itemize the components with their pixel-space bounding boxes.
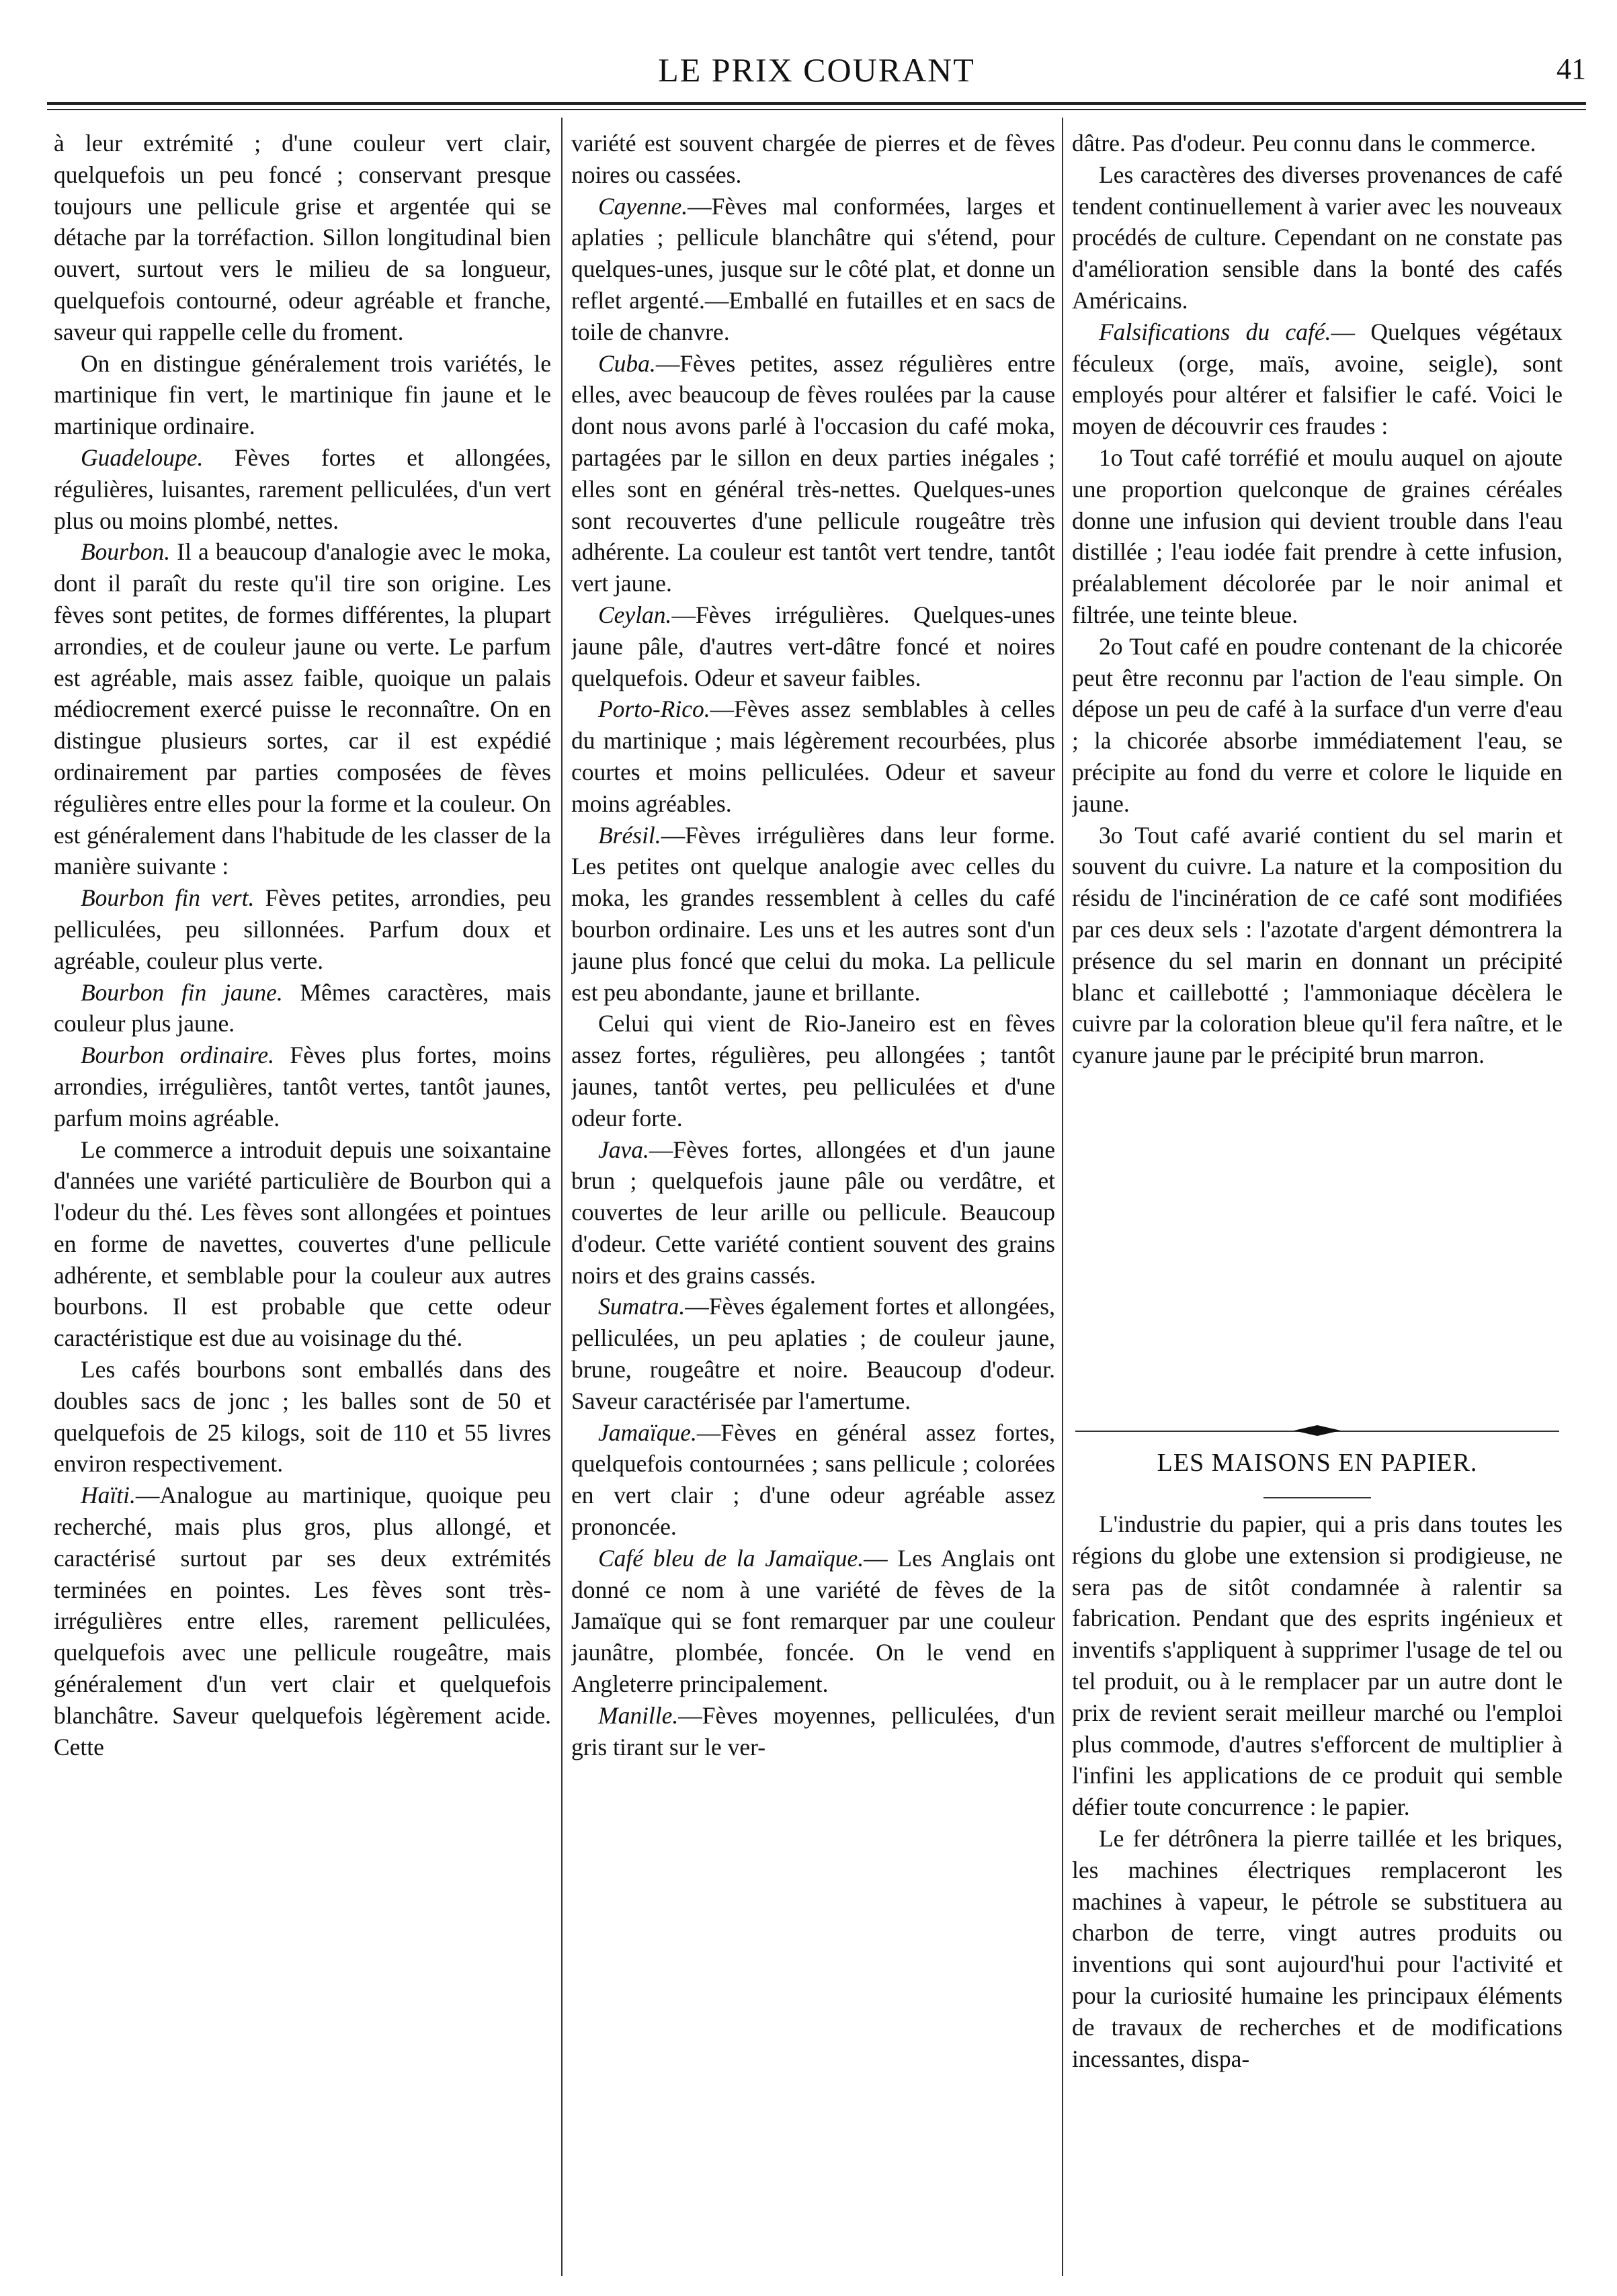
paragraph-text: L'industrie du papier, qui a pris dans toutes les régions du globe une extension si prodigieuse, ne sera pas de sitôt condamnée à ralentir sa fabrication. Pendant que des esprits ingénieux et inventifs s'appliquent à supprimer l'usage de tel ou tel produit, ou à le remplacer par un autre dont le prix de revient serait meilleur marché ou l'emploi plus commode, d'autres s'efforcent de multiplier à l'infini les applications de ce produit qui semble défier toute concurrence : le papier. [1072,1511,1563,1821]
paragraph [571,1543,1055,1700]
journal-title: LE PRIX COURANT [658,51,975,89]
paragraph-lead: Bourbon fin jaune. [81,978,283,1006]
paragraph-text: —Fèves en général assez fortes, quelquefois contournées ; sans pellicule ; colorées en vert clair ; d'une odeur agréable assez prononcée. [571,1418,1055,1541]
paragraph [1072,316,1563,442]
paragraph-lead: Café bleu de la Jamaïque. [598,1544,864,1572]
paragraph-lead: Cayenne. [598,192,688,220]
paragraph [1072,1823,1563,2074]
paragraph [571,599,1055,693]
paragraph [571,1291,1055,1416]
page-number: 41 [1557,52,1586,85]
paragraph-text: Mêmes caractères, mais couleur plus jaune. [54,978,551,1037]
paragraph-text: Le commerce a introduit depuis une soixantaine d'années une variété particulière de Bourbon qui a l'odeur du thé. Les fèves sont allongées et pointues en forme de navettes, couvertes d'une pellicule adhérente, et semblable pour la couleur aux autres bourbons. Il est probable que cette odeur caractéristique est due au voisinage du thé. [54,1136,551,1352]
paragraph-text: Fèves fortes et allongées, régulières, luisantes, rarement pelliculées, d'un vert plus ou moins plombé, nettes. [54,443,551,534]
paragraph [571,1417,1055,1543]
paragraph-lead: Falsifications du café. [1099,318,1331,345]
paragraph-text: Les cafés bourbons sont emballés dans des doubles sacs de jonc ; les balles sont de 50 et quelquefois de 25 kilogs, soit de 110 et 55 livres environ respectivement. [54,1356,551,1478]
section-title: LES MAISONS EN PAPIER. [1157,1449,1478,1477]
paragraph [54,977,551,1040]
paragraph-lead: Java. [598,1136,649,1163]
paragraph-lead: Cuba. [598,349,656,377]
paragraph [54,1480,551,1762]
page-header [47,37,1586,111]
paragraph-lead: Bourbon fin vert. [81,884,255,912]
paragraph [571,1134,1055,1291]
section-ornament [1075,1423,1559,1439]
paragraph [571,693,1055,819]
paragraph-text: —Fèves irrégulières dans leur forme. Les petites ont quelque analogie avec celles du moka, les grandes ressemblent à celles du café bourbon ordinaire. Les uns et les autres sont d'un jaune plus foncé que celui du moka. La pellicule est peu abondante, jaune et brillante. [571,821,1055,1006]
column-3 [1072,128,1563,1418]
paragraph [1072,820,1563,1071]
paragraph-text: — Quelques végétaux féculeux (orge, maïs, avoine, seigle), sont employés pour altérer et falsifier le café. Voici le moyen de découvrir ces fraudes : [1072,318,1563,440]
paragraph-lead: Ceylan. [598,601,672,628]
paragraph [54,1354,551,1480]
paragraph-text: dâtre. Pas d'odeur. Peu connu dans le commerce. [1072,130,1536,157]
paragraph [1072,128,1563,159]
paragraph [54,348,551,442]
paragraph-text: On en distingue généralement trois variétés, le martinique fin vert, le martinique fin jaune et le martinique ordinaire. [54,349,551,440]
paragraph [54,1039,551,1134]
paragraph [571,348,1055,599]
paragraph [54,536,551,882]
paragraph-text: Fèves petites, arrondies, peu pelliculées, peu sillonnées. Parfum doux et agréable, couleur plus verte. [54,884,551,974]
paragraph-lead: Jamaïque. [598,1418,697,1446]
paragraph-lead: Bourbon. [81,538,171,566]
paragraph-text: Le fer détrônera la pierre taillée et les briques, les machines électriques remplaceront les machines à vapeur, le pétrole se substituera au charbon de terre, vingt autres produits ou inventions qui sont aujourd'hui pour l'activité et pour la curiosité humaine les principaux éléments de travaux de recherches et de modifications incessantes, dispa- [1072,1824,1563,2072]
paragraph [1072,1508,1563,1823]
paragraph-text: 3o Tout café avarié contient du sel marin et souvent du cuivre. La nature et la composition du résidu de l'incinération de ce café sont modifiées par ces deux sels : l'azotate d'argent démontrera la présence du sel marin en donnant un précipité blanc et caillebotté ; l'ammoniaque décèlera le cuivre par la coloration bleue qu'il fera naître, et le cyanure jaune par le précipité brun marron. [1072,821,1563,1069]
paragraph [54,882,551,976]
paragraph-text: —Fèves assez semblables à celles du martinique ; mais légèrement recourbées, plus courtes et moins pelliculées. Odeur et saveur moins agréables. [571,695,1055,817]
paragraph-lead: Manille. [598,1701,679,1729]
paragraph [571,191,1055,348]
paragraph [571,1700,1055,1763]
paragraph-text: 2o Tout café en poudre contenant de la chicorée peut être reconnu par l'action de l'eau simple. On dépose un peu de café à la surface d'un verre d'eau ; la chicorée absorbe immédiatement l'eau, se précipite au fond du verre et colore le liquide en jaune. [1072,632,1563,817]
title-underline [1263,1497,1371,1498]
paragraph-lead: Bourbon ordinaire. [81,1041,274,1069]
column-1 [54,128,551,2269]
header-rule-thin [47,109,1586,110]
paragraph [54,1134,551,1355]
paragraph-text: à leur extrémité ; d'une couleur vert clair, quelquefois un peu foncé ; conservant presque toujours une pellicule grise et argentée qui se détache par la torréfaction. Sillon longitudinal bien ouvert, surtout vers le milieu de sa longueur, quelquefois contourné, odeur agréable et franche, saveur qui rappelle celle du froment. [54,130,551,345]
paragraph-text: — Les Anglais ont donné ce nom à une variété de fèves de la Jamaïque qui se font remarquer par une couleur jaunâtre, plombée, foncée. On le vend en Angleterre principalement. [571,1544,1055,1698]
paragraph-text: variété est souvent chargée de pierres et de fèves noires ou cassées. [571,130,1055,188]
paragraph [54,442,551,536]
paragraph [571,1008,1055,1134]
column-3-section-body [1072,1508,1563,2269]
paragraph-text: —Fèves moyennes, pelliculées, d'un gris tirant sur le ver- [571,1701,1055,1760]
paragraph-text: —Fèves mal conformées, larges et aplaties ; pellicule blanchâtre qui s'étend, pour quelques-unes, jusque sur le côté plat, et donne un reflet argenté.—Emballé en futailles et en sacs de toile de chanvre. [571,192,1055,345]
paragraph [1072,159,1563,316]
paragraph [571,820,1055,1009]
paragraph [1072,631,1563,820]
paragraph-text: —Fèves irrégulières. Quelques-unes jaune pâle, d'autres vert-dâtre foncé et noires quelquefois. Odeur et saveur faibles. [571,601,1055,691]
column-divider [561,118,563,2276]
paragraph [571,128,1055,191]
paragraph-lead: Brésil. [598,821,661,849]
paragraph-lead: Sumatra. [598,1293,686,1320]
paragraph [1072,442,1563,631]
header-rule-thick [47,102,1586,105]
paragraph-lead: Guadeloupe. [81,443,204,471]
paragraph-text: Celui qui vient de Rio-Janeiro est en fèves assez fortes, régulières, peu allongées ; tantôt jaunes, tantôt vertes, peu pelliculées et d'une odeur forte. [571,1010,1055,1132]
paragraph-text: —Analogue au martinique, quoique peu recherché, mais plus gros, plus allongé, et caractérisé surtout par ses deux extrémités terminées en pointes. Les fèves sont très-irrégulières entre elles, rarement pelliculées, quelquefois avec une pellicule rougeâtre, mais généralement d'un vert clair et quelquefois blanchâtre. Saveur quelquefois légèrement acide. Cette [54,1482,551,1760]
paragraph-text: Les caractères des diverses provenances de café tendent continuellement à varier avec les nouveaux procédés de culture. Cependant on ne constate pas d'amélioration sensible dans la bonté des cafés Américains. [1072,161,1563,314]
paragraph-text: 1o Tout café torréfié et moulu auquel on ajoute une proportion quelconque de graines céréales donne une infusion qui devient trouble dans l'eau distillée ; l'eau iodée fait prendre à cette infusion, préalablement décolorée par le noir animal et filtrée, une teinte bleue. [1072,443,1563,628]
paragraph-text: Fèves plus fortes, moins arrondies, irrégulières, tantôt vertes, tantôt jaunes, parfum moins agréable. [54,1041,551,1132]
paragraph-lead: Haïti. [81,1482,136,1509]
paragraph [54,128,551,348]
column-divider [1062,118,1063,2276]
paragraph-text: —Fèves également fortes et allongées, pelliculées, un peu aplaties ; de couleur jaune, brune, rougeâtre et noire. Beaucoup d'odeur. Saveur caractérisée par l'amertume. [571,1293,1055,1414]
paragraph-lead: Porto-Rico. [598,695,710,723]
paragraph-text: —Fèves petites, assez régulières entre elles, avec beaucoup de fèves roulées par la cause dont nous avons parlé à l'occasion du café moka, partagées par le sillon en deux parties inégales ; elles sont en général très-nettes. Quelques-unes sont recouvertes d'une pellicule rougeâtre très adhérente. La couleur est tantôt vert tendre, tantôt vert jaune. [571,349,1055,597]
paragraph-text: Il a beaucoup d'analogie avec le moka, dont il paraît du reste qu'il tire son origine. Les fèves sont petites, de formes différentes, la plupart arrondies, et de couleur jaune ou verte. Le parfum est agréable, mais assez faible, quoique un palais médiocrement exercé puisse le reconnaître. On en distingue plusieurs sortes, car il est expédié ordinairement par parties composées de fèves régulières entre elles pour la forme et la couleur. On est généralement dans l'habitude de les classer de la manière suivante : [54,538,551,880]
paragraph-text: —Fèves fortes, allongées et d'un jaune brun ; quelquefois jaune pâle ou verdâtre, et couvertes de leur arille ou pellicule. Beaucoup d'odeur. Cette variété contient souvent des grains noirs et des grains cassés. [571,1136,1055,1289]
column-2 [571,128,1055,2269]
